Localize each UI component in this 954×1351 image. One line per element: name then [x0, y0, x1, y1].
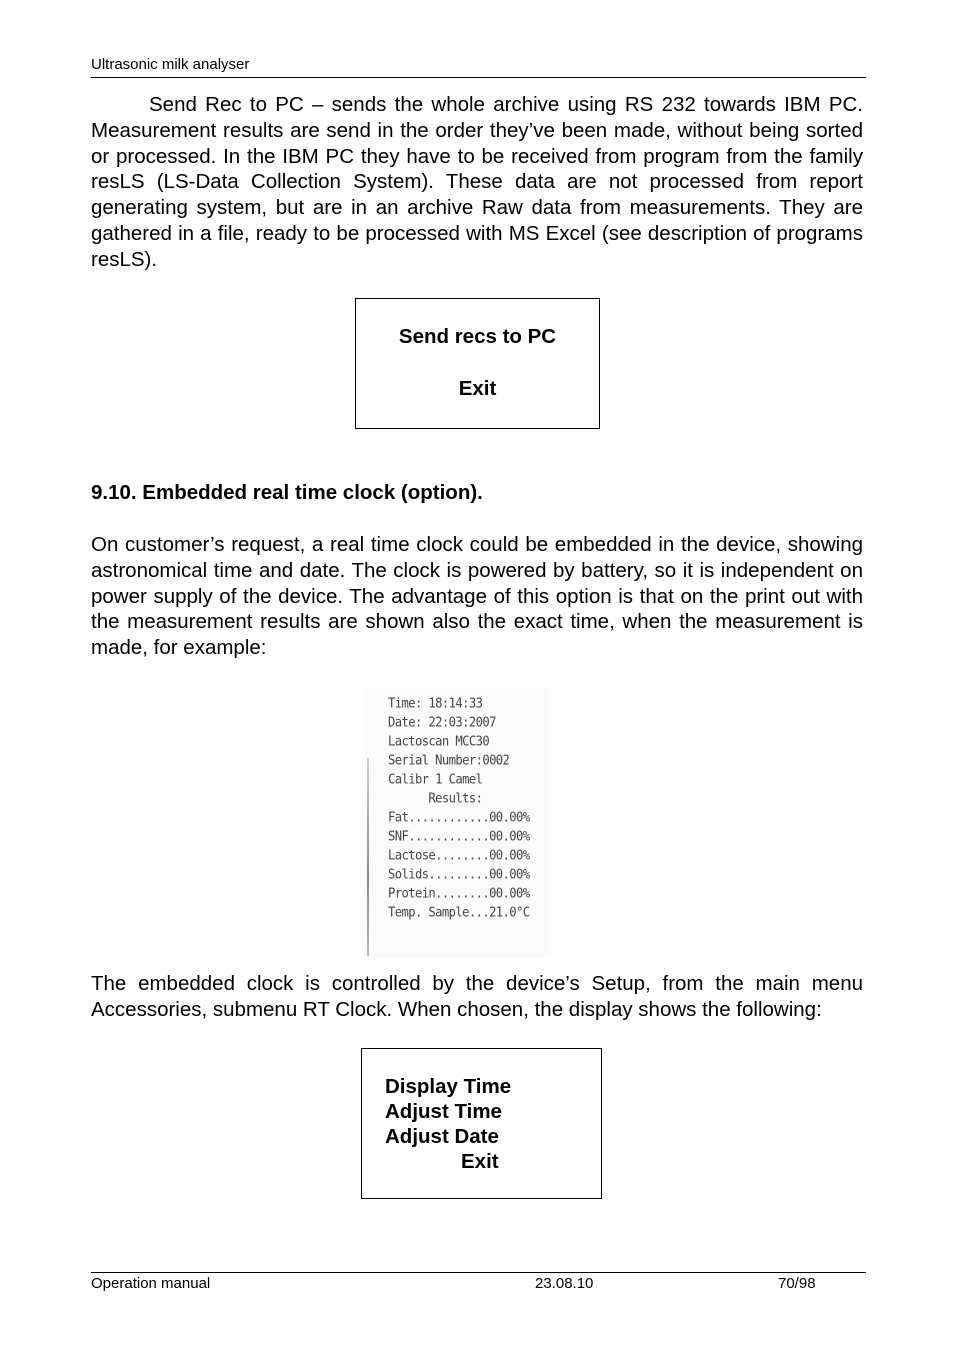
receipt-line-results: Results: [388, 790, 483, 806]
receipt-line-date: Date: 22:03:2007 [388, 714, 496, 730]
receipt-line-calibr: Calibr 1 Camel [388, 771, 483, 787]
receipt-line-lactose: Lactose........00.00% [388, 847, 530, 863]
receipt-line-device: Lactoscan MCC30 [388, 733, 490, 749]
section-heading: 9.10. Embedded real time clock (option). [91, 481, 483, 504]
clock-setup-paragraph: The embedded clock is controlled by the device’s Setup, from the main menu Accessories, submenu RT Clock. When chosen, the display shows the following: [91, 972, 863, 1021]
printout-receipt [364, 688, 550, 958]
clock-intro-paragraph: On customer’s request, a real time clock could be embedded in the device, showing astronomical time and date. The clock is powered by battery, so it is independent on power supply of the device. The advantage of this option is that on the print out with the measurement results are shown also the exact time, when the measurement is made, for example: [91, 533, 863, 660]
footer-page-number: 70/98 [778, 1275, 816, 1292]
receipt-edge [367, 758, 369, 956]
header-divider [91, 77, 866, 78]
document-title: Ultrasonic milk analyser [91, 56, 250, 73]
send-menu-display [355, 298, 600, 429]
receipt-line-serial: Serial Number:0002 [388, 752, 510, 768]
receipt-line-time: Time: 18:14:33 [388, 695, 483, 711]
receipt-line-temp: Temp. Sample...21.0°C [388, 904, 530, 920]
receipt-line-snf: SNF............00.00% [388, 828, 530, 844]
menu-item-send-recs: Send recs to PC [398, 325, 557, 348]
footer-manual-name: Operation manual [91, 1275, 211, 1292]
clock-menu-display [361, 1048, 602, 1199]
menu-item-adjust-date: Adjust Date [385, 1125, 499, 1148]
receipt-line-solids: Solids.........00.00% [388, 866, 530, 882]
send-rec-paragraph: Send Rec to PC – sends the whole archive using RS 232 towards IBM PC. Measurement results are send in the order they’ve been made, without being sorted or processed. In the IBM PC they have to be received from program from the family resLS (LS-Data Collection System). These data are not processed from report generating system, but are in an archive Raw data from measurements. They are gathered in a file, ready to be processed with MS Excel (see description of programs resLS). [91, 93, 863, 271]
menu-item-exit: Exit [458, 377, 497, 400]
receipt-line-fat: Fat............00.00% [388, 809, 530, 825]
receipt-line-protein: Protein........00.00% [388, 885, 530, 901]
footer-divider [91, 1272, 866, 1273]
menu-item-exit: Exit [461, 1150, 499, 1173]
menu-item-adjust-time: Adjust Time [385, 1100, 502, 1123]
footer-date: 23.08.10 [535, 1275, 594, 1292]
menu-item-display-time: Display Time [385, 1075, 512, 1098]
